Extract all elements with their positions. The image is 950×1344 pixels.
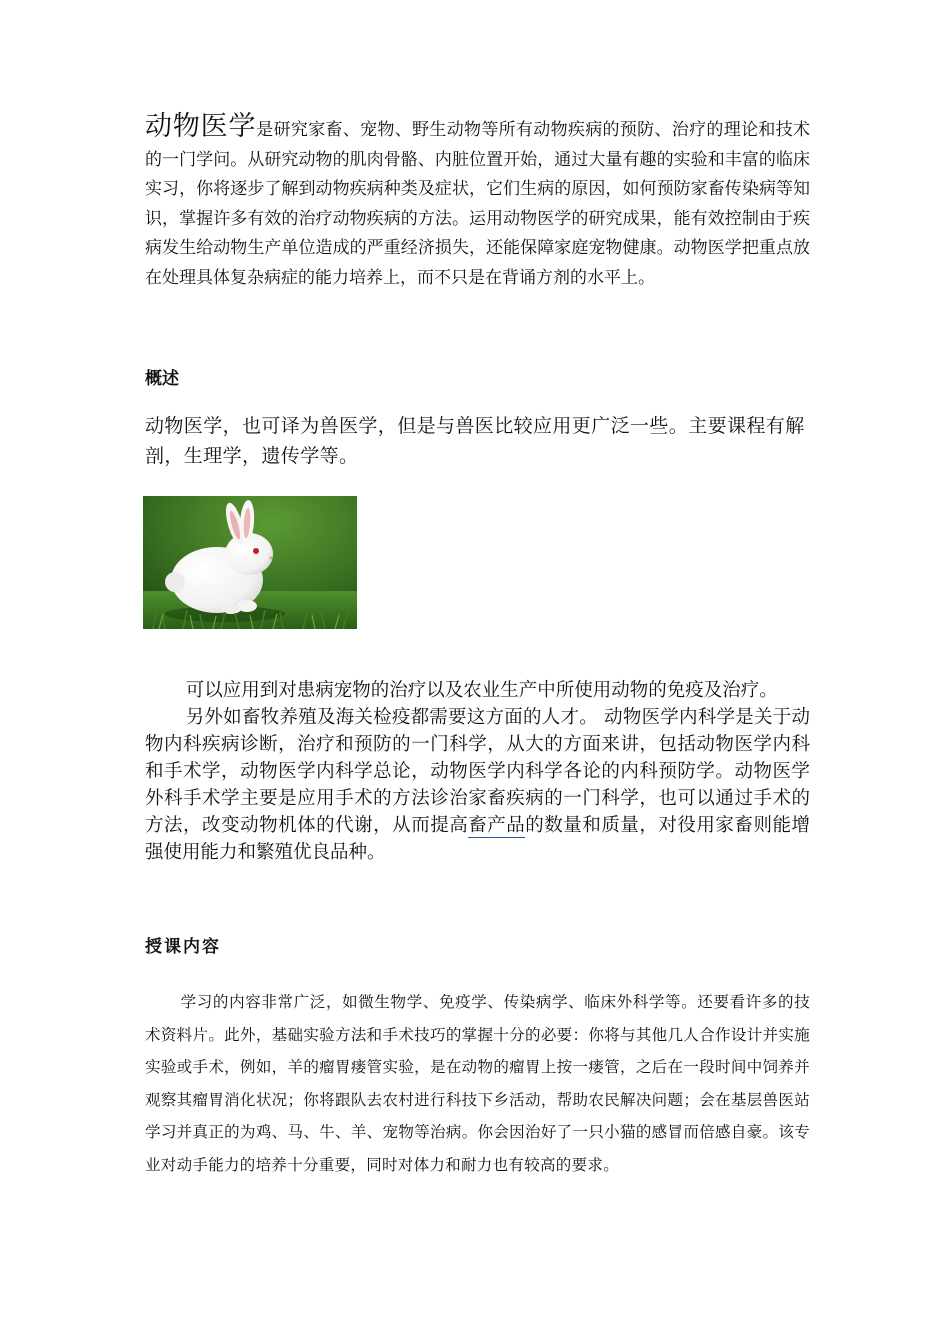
document-page	[145, 111, 811, 1174]
overview-paragraph: 动物医学，也可译为兽医学，但是与兽医比较应用更广泛一些。主要课程有解剖，生理学，遗传学等。	[145, 415, 805, 467]
applications-paragraph	[145, 704, 810, 866]
applications-text-before: 另外如畜牧养殖及海关检疫都需要这方面的人才。 动物医学内科学是关于动物内科疾病诊断，治疗和预防的一门科学，从大的方面来讲，包括动物医学内科和手术学，动物医学内科学总论，动物医学内科学各论的内科预防学。动物医学外科手术学主要是应用手术的方法诊治家畜疾病的一门科学，也可以通过手术的方法，改变动物机体的代谢，从而提高	[145, 707, 810, 836]
livestock-products-link[interactable]: 畜产品	[468, 815, 526, 836]
applications-line-1: 可以应用到对患病宠物的治疗以及农业生产中所使用动物的免疫及治疗。	[185, 680, 778, 701]
document-title: 动物医学	[145, 111, 257, 142]
intro-paragraph	[145, 112, 810, 293]
curriculum-paragraph: 学习的内容非常广泛，如微生物学、免疫学、传染病学、临床外科学等。还要看许多的技术资料片。此外，基础实验方法和手术技巧的掌握十分的必要：你将与其他几人合作设计并实施实验或手术，例如，羊的瘤胃瘘管实验，是在动物的瘤胃上按一瘘管，之后在一段时间中饲养并观察其瘤胃消化状况；你将跟队去农村进行科技下乡活动，帮助农民解决问题；会在基层兽医站学习并真正的为鸡、马、牛、羊、宠物等治病。你会因治好了一只小猫的感冒而倍感自豪。该专业对动手能力的培养十分重要，同时对体力和耐力也有较高的要求。	[145, 993, 810, 1174]
applications-section	[145, 677, 810, 866]
overview-heading: 概述	[145, 369, 179, 389]
applications-text-after: 的数量和质量，对役用家畜则能增强使用能力和繁殖优良品种。	[145, 815, 810, 863]
curriculum-heading: 授课内容	[145, 937, 221, 957]
white-rabbit-photo	[143, 496, 357, 629]
intro-text: 是研究家畜、宠物、野生动物等所有动物疾病的预防、治疗的理论和技术的一门学问。从研究动物的肌肉骨骼、内脏位置开始，通过大量有趣的实验和丰富的临床实习，你将逐步了解到动物疾病种类及症状，它们生病的原因，如何预防家畜传染病等知识，掌握许多有效的治疗动物疾病的方法。运用动物医学的研究成果，能有效控制由于疾病发生给动物生产单位造成的严重经济损失，还能保障家庭宠物健康。动物医学把重点放在处理具体复杂病症的能力培养上，而不只是在背诵方剂的水平上。	[145, 120, 811, 288]
